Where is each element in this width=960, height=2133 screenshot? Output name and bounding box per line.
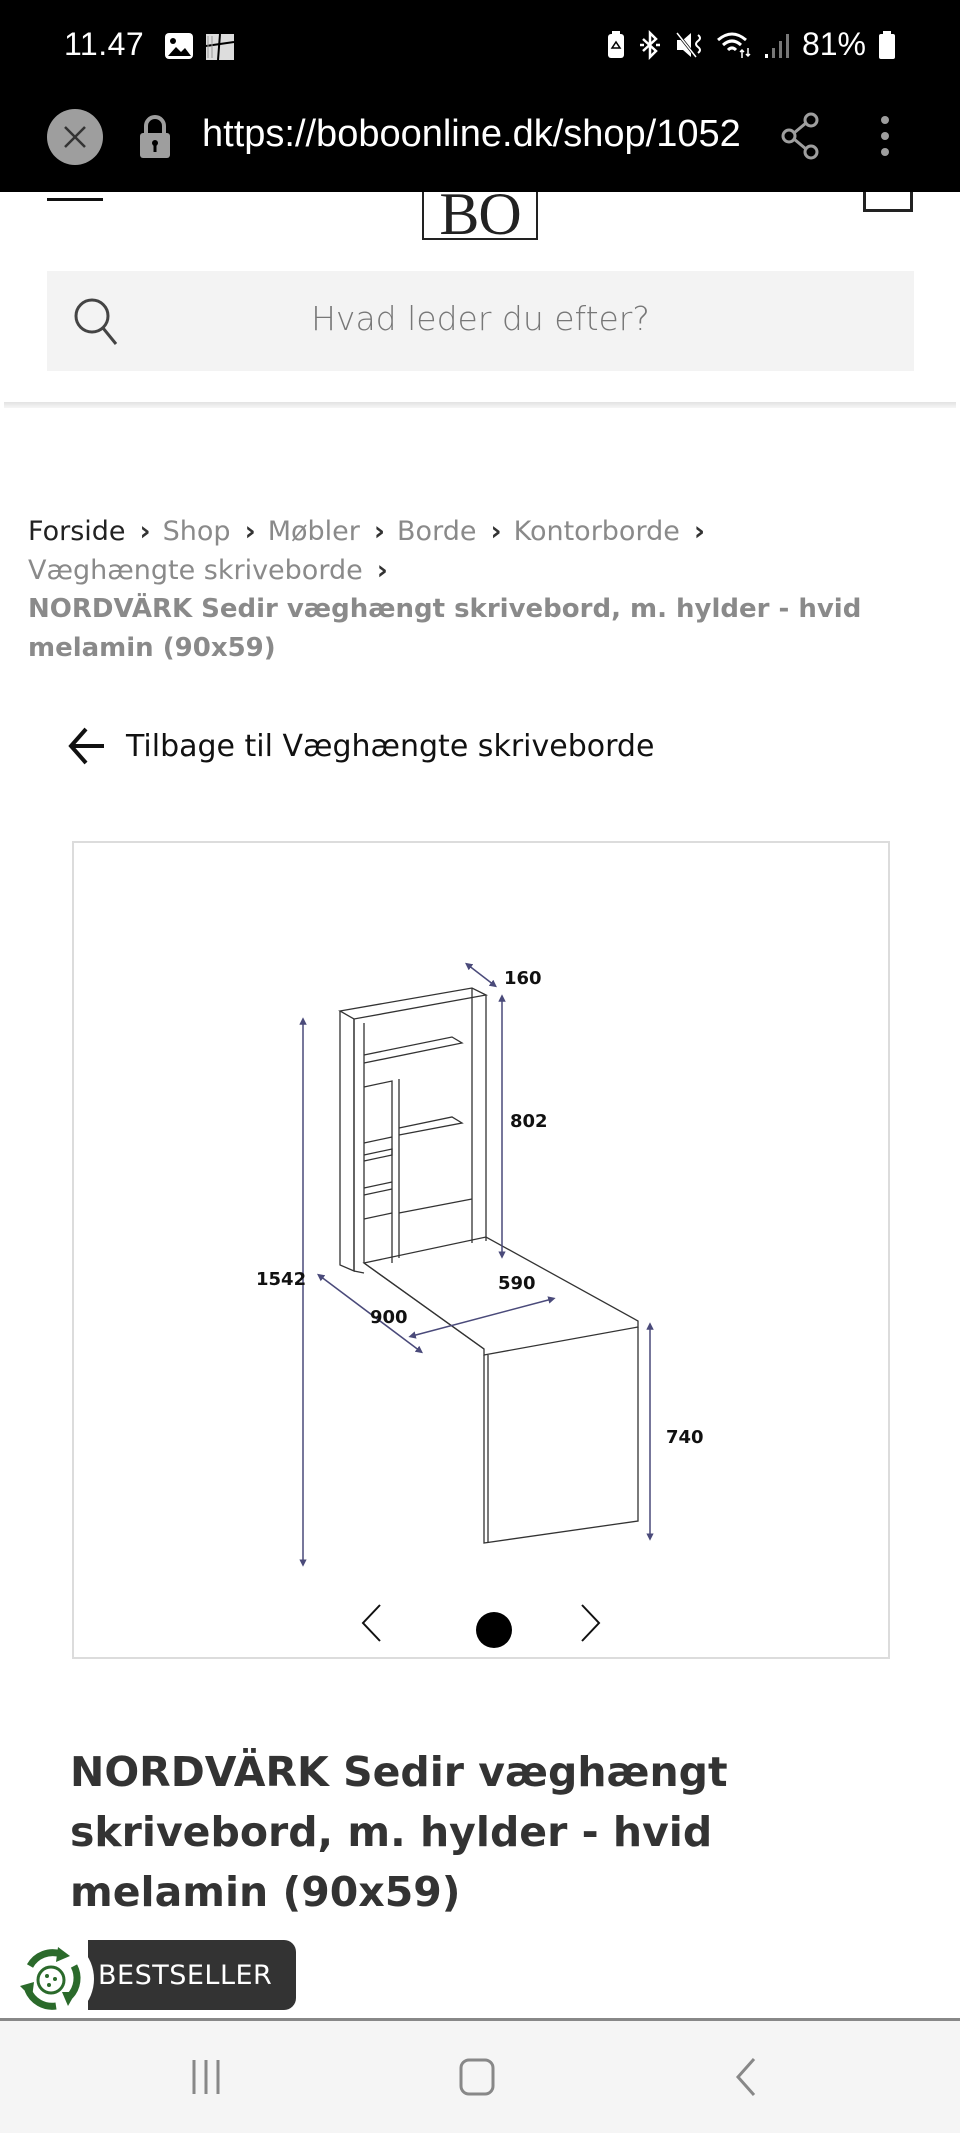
breadcrumb-item-borde[interactable]: Borde <box>397 516 477 547</box>
product-dimension-drawing <box>74 843 888 1583</box>
breadcrumb-item-kontorborde[interactable]: Kontorborde <box>513 516 680 547</box>
recycle-badge[interactable] <box>8 1936 94 2022</box>
dim-desk-depth: 590 <box>498 1273 536 1294</box>
search-placeholder: Hvad leder du efter? <box>311 299 650 338</box>
battery-percent: 81% <box>801 26 866 62</box>
carousel-dot-active[interactable] <box>476 1612 512 1648</box>
chevron-right-icon: › <box>244 516 256 547</box>
header-divider <box>4 402 956 408</box>
battery-icon <box>878 30 896 60</box>
breadcrumb-item-forside[interactable]: Forside <box>28 516 126 547</box>
back-icon[interactable] <box>734 2057 758 2097</box>
carousel-next-arrow-icon[interactable] <box>580 1603 602 1643</box>
recycle-icon <box>16 1944 86 2014</box>
badge-label: BESTSELLER <box>98 1959 273 1991</box>
arrow-left-icon <box>68 726 106 766</box>
dim-total-height: 1542 <box>256 1269 307 1290</box>
status-time: 11.47 <box>64 26 145 62</box>
dim-shelf-height: 802 <box>510 1111 548 1132</box>
battery-saver-icon <box>606 30 626 60</box>
carousel-prev-arrow-icon[interactable] <box>360 1603 382 1643</box>
back-link-label: Tilbage til Væghængte skriveborde <box>126 728 655 764</box>
chevron-right-icon: › <box>373 516 386 547</box>
chevron-right-icon: › <box>693 516 705 547</box>
breadcrumb <box>28 512 908 668</box>
product-image-carousel[interactable] <box>72 841 890 1659</box>
product-title: NORDVÄRK Sedir væghængt skrivebord, m. hylder - hvid melamin (90x59) <box>70 1748 728 1916</box>
breadcrumb-current: NORDVÄRK Sedir væghængt skrivebord, m. hylder - hvid melamin (90x59) <box>28 594 862 663</box>
breadcrumb-item-vaeghaengte-skriveborde[interactable]: Væghængte skriveborde <box>28 555 363 586</box>
back-to-category-link[interactable] <box>68 726 654 766</box>
share-icon[interactable] <box>780 112 820 160</box>
lock-icon[interactable] <box>138 114 172 160</box>
close-icon <box>61 123 89 151</box>
dim-depth-top: 160 <box>504 968 542 989</box>
cart-icon[interactable] <box>863 192 913 212</box>
app-icon <box>204 32 236 62</box>
url-field[interactable]: https://boboonline.dk/shop/1052 <box>202 113 741 155</box>
android-nav-bar <box>0 2018 960 2133</box>
dim-desk-width: 900 <box>370 1307 408 1328</box>
bluetooth-icon <box>638 30 662 60</box>
mute-vibrate-icon <box>674 30 704 60</box>
home-icon[interactable] <box>458 2057 496 2097</box>
close-tab-button[interactable] <box>47 109 103 165</box>
gallery-icon <box>164 32 194 60</box>
more-vert-icon[interactable] <box>870 112 900 160</box>
chevron-right-icon: › <box>376 555 388 586</box>
bestseller-badge <box>88 1940 296 2010</box>
wifi-icon <box>716 30 752 60</box>
hamburger-menu-icon[interactable] <box>47 198 103 201</box>
signal-icon <box>764 30 790 60</box>
recent-apps-icon[interactable] <box>190 2057 226 2097</box>
breadcrumb-item-shop[interactable]: Shop <box>162 516 231 547</box>
site-logo[interactable] <box>422 192 538 240</box>
chevron-right-icon: › <box>139 516 151 547</box>
search-input[interactable] <box>47 271 914 371</box>
site-header <box>0 192 960 407</box>
chevron-right-icon: › <box>490 516 502 547</box>
dim-desk-height: 740 <box>666 1427 704 1448</box>
status-bar <box>0 0 960 84</box>
logo-text: BO <box>439 192 521 240</box>
breadcrumb-item-mobler[interactable]: Møbler <box>267 516 360 547</box>
